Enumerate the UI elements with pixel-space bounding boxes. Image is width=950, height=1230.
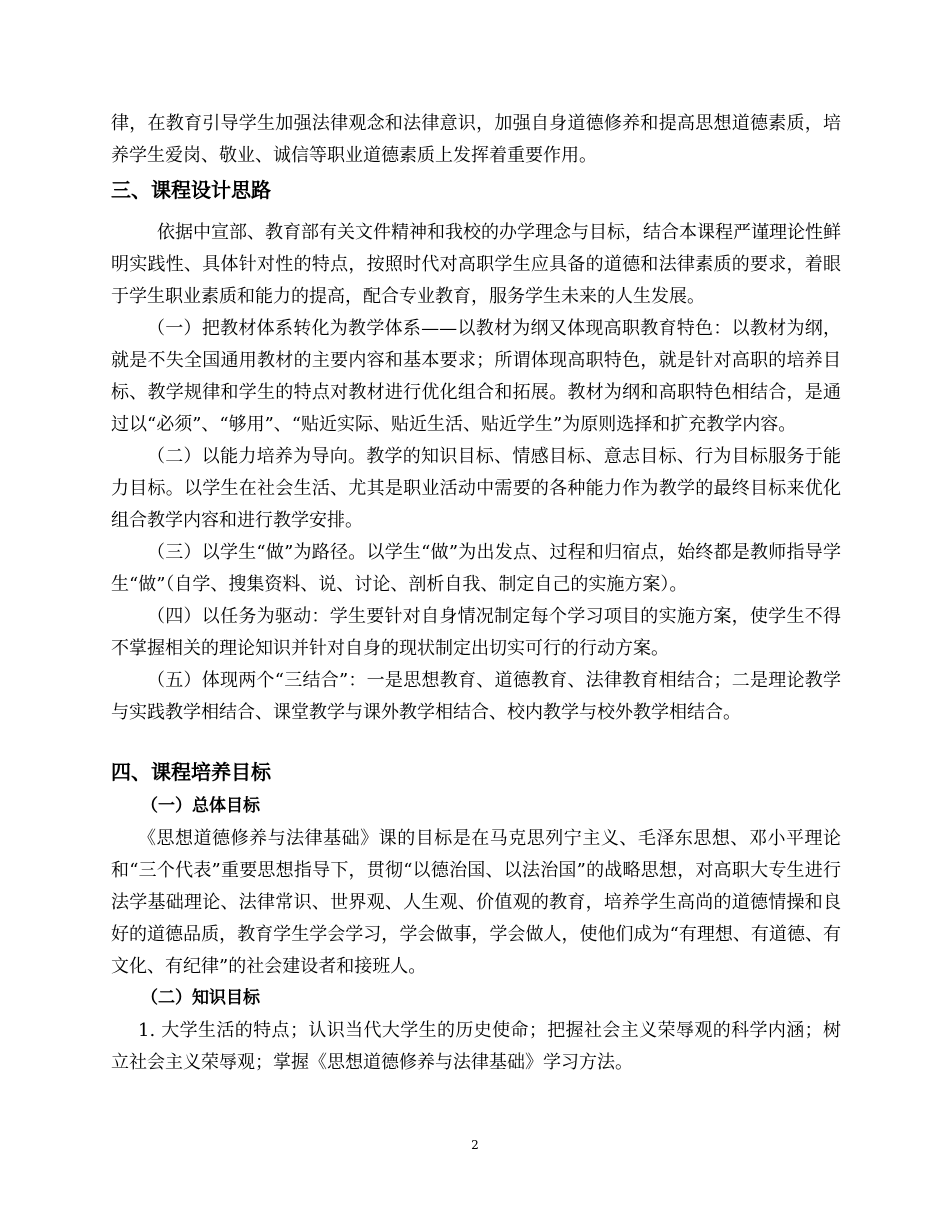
section-3-item-2: （二）以能力培养为导向。教学的知识目标、情感目标、意志目标、行为目标服务于能力目标。以学生在社会生活、尤其是职业活动中需要的各种能力作为教学的最终目标来优化组合教学内容和进行教学安排。: [111, 446, 841, 531]
section-4-heading: 四、课程培养目标: [111, 760, 271, 784]
page-number: 2: [471, 1138, 479, 1152]
section-3-item-4: （四）以任务为驱动：学生要针对自身情况制定每个学习项目的实施方案，使学生不得不掌握相关的理论知识并针对自身的现状制定出切实可行的行动方案。: [111, 606, 841, 659]
overall-goal-heading: （一）总体目标: [141, 796, 260, 816]
intro-paragraph: 律，在教育引导学生加强法律观念和法律意识，加强自身道德修养和提高思想道德素质，培养学生爱岗、敬业、诚信等职业道德素质上发挥着重要作用。: [111, 113, 841, 166]
overall-goal-paragraph: 《思想道德修养与法律基础》课的目标是在马克思列宁主义、毛泽东思想、邓小平理论和“三个代表”重要思想指导下，贯彻“以德治国、以法治国”的战略思想，对高职大专生进行法学基础理论、法律常识、世界观、人生观、价值观的教育，培养学生高尚的道德情操和良好的道德品质，教育学生学会学习，学会做事，学会做人，使他们成为“有理想、有道德、有文化、有纪律”的社会建设者和接班人。: [111, 828, 841, 977]
knowledge-goal-item-1: 1. 大学生活的特点；认识当代大学生的历史使命；把握社会主义荣辱观的科学内涵；树立社会主义荣辱观；掌握《思想道德修养与法律基础》学习方法。: [111, 1020, 841, 1073]
knowledge-goal-heading: （二）知识目标: [141, 988, 260, 1008]
section-3-heading: 三、课程设计思路: [111, 178, 271, 202]
section-3-item-3: （三）以学生“做”为路径。以学生“做”为出发点、过程和归宿点，始终都是教师指导学生“做”（自学、搜集资料、说、讨论、剖析自我、制定自己的实施方案）。: [111, 542, 841, 595]
section-3-item-1: （一）把教材体系转化为教学体系——以教材为纲又体现高职教育特色：以教材为纲，就是不失全国通用教材的主要内容和基本要求；所谓体现高职特色，就是针对高职的培养目标、教学规律和学生的特点对教材进行优化组合和拓展。教材为纲和高职特色相结合，是通过以“必须”、“够用”、“贴近实际、贴近生活、贴近学生”为原则选择和扩充教学内容。: [111, 318, 841, 435]
section-3-item-5: （五）体现两个“三结合”：一是思想教育、道德教育、法律教育相结合；二是理论教学与实践教学相结合、课堂教学与课外教学相结合、校内教学与校外教学相结合。: [111, 670, 841, 723]
section-3-paragraph: 依据中宣部、教育部有关文件精神和我校的办学理念与目标，结合本课程严谨理论性鲜明实践性、具体针对性的特点，按照时代对高职学生应具备的道德和法律素质的要求，着眼于学生职业素质和能力的提高，配合专业教育，服务学生未来的人生发展。: [111, 222, 841, 307]
